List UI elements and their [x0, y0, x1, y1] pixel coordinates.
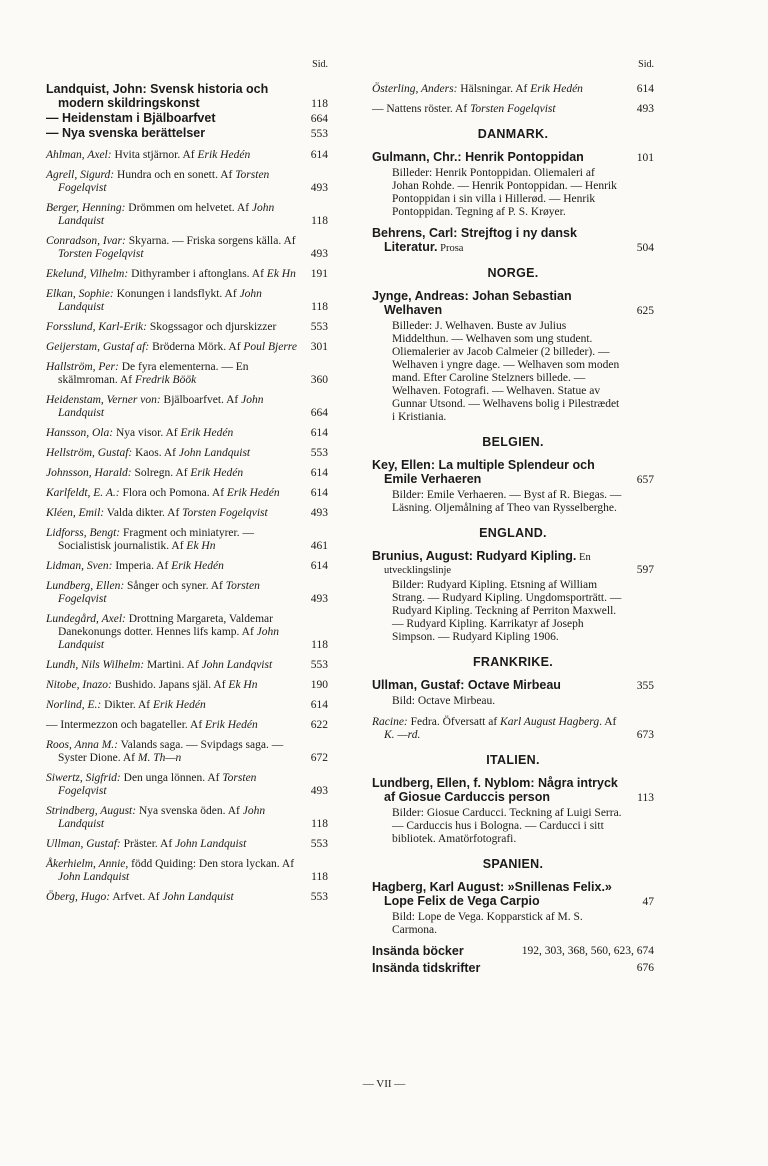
- index-entry: [46, 202, 328, 228]
- entry-page: 493: [310, 507, 328, 519]
- entry-title: De fyra elementerna. — En skälmroman. Af: [58, 361, 249, 386]
- frankrike-list: [372, 679, 654, 742]
- entry-title: Drömmen om helvetet. Af: [125, 202, 252, 214]
- entry-reviewer: Erik Hedén: [171, 560, 224, 572]
- index-entry: [46, 613, 328, 652]
- article-title: Octave Mirbeau: [464, 678, 561, 692]
- belgien-list: [372, 459, 654, 515]
- index-entry: [46, 467, 328, 480]
- entry-page: 553: [310, 659, 328, 671]
- index-entry: [46, 580, 328, 606]
- entry-page: 614: [310, 487, 328, 499]
- index-entry: [46, 838, 328, 851]
- index-entry: [46, 321, 328, 334]
- entry-reviewer: John Landquist: [58, 626, 280, 651]
- entry-author: Kléen, Emil:: [46, 507, 105, 519]
- entry-author: Hansson, Ola:: [46, 427, 114, 439]
- entry-page: 672: [310, 752, 328, 764]
- article-title: »Snillenas Felix.» Lope Felix de Vega Carpio: [384, 880, 612, 908]
- index-entry: [46, 805, 328, 831]
- entry-author: Karlfeldt, E. A.:: [46, 487, 120, 499]
- article-genre: Prosa: [437, 243, 464, 254]
- entry-title: Nya svenska öden. Af: [136, 805, 243, 817]
- index-entry: [46, 739, 328, 765]
- entry-title: Solregn. Af: [131, 467, 191, 479]
- entry-reviewer: Poul Bjerre: [243, 341, 297, 353]
- entry-title: Fedra. Öfversatt af: [407, 716, 501, 728]
- received-label: Insända tidskrifter: [372, 961, 481, 975]
- entry-page: 614: [310, 427, 328, 439]
- entry-reviewer: Torsten Fogelqvist: [470, 103, 556, 115]
- entry-page: 673: [636, 729, 654, 741]
- entry-page: 553: [310, 447, 328, 459]
- entry-author: Forsslund, Karl-Erik:: [46, 321, 147, 333]
- section-heading-spanien: SPANIEN.: [482, 857, 544, 871]
- index-entry: [46, 560, 328, 573]
- entry-title: — Nattens röster. Af: [372, 103, 471, 115]
- entry-author: Strindberg, August:: [46, 805, 137, 817]
- entry-reviewer: John Landquist: [58, 805, 266, 830]
- article-author: Hagberg, Karl August:: [372, 880, 505, 894]
- entry-title: Arfvet. Af: [110, 891, 163, 903]
- entry-page: 493: [310, 785, 328, 797]
- sid-label: Sid.: [312, 59, 328, 70]
- entry-page: 664: [310, 113, 328, 125]
- entry-reviewer: Fredrik Böök: [134, 374, 197, 386]
- article-author: Jynge, Andreas:: [372, 289, 469, 303]
- entry-reviewer: Torsten Fogelqvist: [58, 580, 260, 605]
- bottom-list: [372, 945, 654, 975]
- article-entry: [372, 881, 654, 937]
- entry-page: 493: [636, 103, 654, 115]
- entry-reviewer: Erik Hedén: [226, 487, 280, 499]
- received-entry: [372, 945, 654, 958]
- entry-reviewer: Ek Hn: [266, 268, 296, 280]
- entry-reviewer: Ek Hn: [228, 679, 258, 691]
- entry-reviewer: M. Th—n: [137, 752, 182, 764]
- article-title: La multiple Splendeur och Emile Verhaeren: [384, 458, 595, 486]
- entry-author: Ullman, Gustaf:: [46, 838, 121, 850]
- index-entry: [46, 772, 328, 798]
- section-heading-belgien: BELGIEN.: [482, 435, 544, 449]
- entry-page: 101: [636, 152, 654, 164]
- spanien-list: [372, 881, 654, 937]
- entry-author: Lundberg, Ellen:: [46, 580, 125, 592]
- entry-page: 360: [310, 374, 328, 386]
- entry-page: 118: [311, 818, 328, 830]
- entry-page: 191: [310, 268, 328, 280]
- entry-author: — Heidenstam i Bjälboarfvet: [46, 111, 216, 125]
- index-entry: [46, 447, 328, 460]
- entry-page: 614: [310, 149, 328, 161]
- entry-title: Hvita stjärnor. Af: [111, 149, 198, 161]
- entry-page: 597: [636, 564, 654, 576]
- entry-reviewer: Erik Hedén: [190, 467, 244, 479]
- entry-reviewer: Erik Hedén: [153, 699, 206, 711]
- entry-page: 461: [310, 540, 328, 552]
- entry-author: Landquist, John:: [46, 82, 147, 96]
- index-entry: [46, 127, 328, 141]
- entry-page: 493: [310, 182, 328, 194]
- entry-title: Drottning Margareta, Valdemar Danekonungs dotter. Hennes lifs kamp. Af: [58, 613, 273, 638]
- sid-label: Sid.: [638, 59, 654, 70]
- section-heading-norge: NORGE.: [487, 266, 539, 280]
- entry-page: 553: [310, 891, 328, 903]
- entry-page: 553: [310, 838, 328, 850]
- index-entry: [46, 659, 328, 672]
- entry-title: Konungen i landsflykt. Af: [113, 288, 240, 300]
- entry-title: Svensk historia och modern skildringskonst: [58, 82, 269, 110]
- entry-title: Bushido. Japans själ. Af: [111, 679, 229, 691]
- index-entry: [46, 699, 328, 712]
- index-entry: [372, 103, 654, 116]
- entry-page: 118: [311, 98, 328, 110]
- illustration-list: Bild: Octave Mirbeau.: [392, 695, 496, 707]
- article-author: Gulmann, Chr.:: [372, 150, 462, 164]
- entry-reviewer: Torsten Fogelqvist: [182, 507, 268, 519]
- entry-author: Roos, Anna M.:: [46, 739, 118, 751]
- entry-title: Valda dikter. Af: [104, 507, 183, 519]
- entry-page: 190: [310, 679, 328, 691]
- left-entry-list: [46, 83, 328, 904]
- entry-reviewer: John Landquist: [58, 871, 130, 883]
- danmark-list: [372, 151, 654, 255]
- article-entry: [372, 459, 654, 515]
- norge-list: [372, 290, 654, 424]
- entry-title: Fragment och miniatyrer. — Socialistisk journalistik. Af: [58, 527, 254, 552]
- entry-author: Siwertz, Sigfrid:: [46, 772, 121, 784]
- article-title: Några intryck af Giosue Carduccis person: [384, 776, 618, 804]
- section-heading-italien: ITALIEN.: [486, 753, 540, 767]
- entry-reviewer: John Landquist: [58, 394, 264, 419]
- england-list: [372, 550, 654, 644]
- entry-title: Den unga lönnen. Af: [120, 772, 223, 784]
- entry-reviewer: Torsten Fogelqvist: [58, 772, 257, 797]
- illustration-list: Bilder: Emile Verhaeren. — Byst af R. Biegas. — Läsning. Oljemålning af Theo van Rysselberghe.: [392, 489, 622, 514]
- index-entry: [46, 891, 328, 904]
- entry-reviewer: John Landquist: [58, 288, 262, 313]
- article-title: Henrik Pontoppidan: [461, 150, 584, 164]
- article-author: Lundberg, Ellen, f. Nyblom:: [372, 776, 535, 790]
- page-number-footer: — VII —: [362, 1078, 406, 1090]
- article-entry: [372, 777, 654, 846]
- entry-title: Imperia. Af: [112, 560, 172, 572]
- entry-author: Norlind, E.:: [46, 699, 102, 711]
- entry-title: Sånger och syner. Af: [124, 580, 226, 592]
- entry-author: Elkan, Sophie:: [46, 288, 114, 300]
- entry-author: Lidforss, Bengt:: [46, 527, 121, 539]
- entry-author: Geijerstam, Gustaf af:: [46, 341, 150, 353]
- entry-reviewer: Erik Hedén: [205, 719, 258, 731]
- entry-reviewer: Erik Hedén: [180, 427, 234, 439]
- index-entry: [46, 112, 328, 126]
- received-pages: 676: [636, 962, 654, 974]
- entry-reviewer: Torsten Fogelqvist: [58, 169, 270, 194]
- index-entry: [46, 507, 328, 520]
- right-column: [372, 58, 654, 979]
- index-entry: [46, 679, 328, 692]
- entry-author: Nitobe, Inazo:: [46, 679, 112, 691]
- entry-page: 622: [310, 719, 328, 731]
- entry-author: Lundh, Nils Wilhelm:: [46, 659, 145, 671]
- entry-author: Berger, Henning:: [46, 202, 126, 214]
- section-heading-frankrike: FRANKRIKE.: [472, 655, 554, 669]
- italien-list: [372, 777, 654, 846]
- entry-title: född Quiding: Den stora lyckan. Af: [128, 858, 295, 870]
- entry-page: 47: [642, 896, 654, 908]
- article-author: Behrens, Carl:: [372, 226, 458, 240]
- received-label: Insända böcker: [372, 944, 464, 958]
- entry-author: Agrell, Sigurd:: [46, 169, 115, 181]
- entry-author: Lidman, Sven:: [46, 560, 113, 572]
- left-column: [46, 58, 328, 911]
- entry-title: Hälsningar. Af: [457, 83, 531, 95]
- illustration-list: Bilder: Giosue Carducci. Teckning af Luigi Serra. — Carduccis hus i Bologna. — Carducci i sitt bibliotek. Amatörfotografi.: [392, 807, 622, 845]
- article-title: Johan Sebastian Welhaven: [384, 289, 572, 317]
- entry-page: 118: [311, 215, 328, 227]
- entry-title: Dikter. Af: [101, 699, 154, 711]
- entry-page: 355: [636, 680, 654, 692]
- entry-author: Öberg, Hugo:: [46, 891, 111, 903]
- entry-author: Johnsson, Harald:: [46, 467, 132, 479]
- entry-page: 493: [310, 593, 328, 605]
- article-title: Rudyard Kipling.: [472, 549, 577, 563]
- article-entry: [372, 716, 654, 742]
- entry-page: 118: [311, 639, 328, 651]
- index-entry: [46, 149, 328, 162]
- entry-reviewer: Erik Hedén: [530, 83, 583, 95]
- entry-author: Lundegård, Axel:: [46, 613, 126, 625]
- section-heading-england: ENGLAND.: [479, 526, 547, 540]
- illustration-list: Bild: Lope de Vega. Kopparstick af M. S. Carmona.: [392, 911, 583, 936]
- index-entry: [46, 268, 328, 281]
- entry-page: 553: [310, 321, 328, 333]
- entry-translator: Karl August Hagberg: [500, 716, 600, 728]
- index-entry: [372, 83, 654, 96]
- index-entry: [46, 487, 328, 500]
- entry-reviewer: Erik Hedén: [197, 149, 251, 161]
- entry-title: Präster. Af: [120, 838, 176, 850]
- index-entry: [46, 235, 328, 261]
- entry-page: 664: [310, 407, 328, 419]
- article-author: Brunius, August:: [372, 549, 473, 563]
- illustration-list: Billeder: Henrik Pontoppidan. Oliemaleri af Johan Rohde. — Henrik Pontoppidan. — Henrik Pontoppidan i sin villa i Hillerød. — Henrik Pontoppidan. Tegning af P. S. Krøyer.: [392, 167, 617, 218]
- entry-author: Racine:: [372, 716, 408, 728]
- index-entry: [46, 858, 328, 884]
- entry-reviewer: John Landquist: [175, 838, 247, 850]
- entry-title: Nya visor. Af: [113, 427, 181, 439]
- entry-title: Martini. Af: [144, 659, 202, 671]
- entry-reviewer: John Landqvist: [201, 659, 273, 671]
- index-entry: [46, 527, 328, 553]
- entry-page: 118: [311, 871, 328, 883]
- entry-author: Hallström, Per:: [46, 361, 119, 373]
- entry-title: Skogssagor och djurskizzer: [146, 321, 277, 333]
- entry-reviewer: Torsten Fogelqvist: [58, 248, 144, 260]
- entry-page: 625: [636, 305, 654, 317]
- entry-page: 614: [310, 467, 328, 479]
- entry-reviewer: K. —rd.: [384, 729, 421, 741]
- article-entry: [372, 679, 654, 708]
- index-entry: [46, 169, 328, 195]
- entry-title: Bjälboarfvet. Af: [160, 394, 242, 406]
- right-entry-list: [372, 83, 654, 116]
- entry-title: Valands saga. — Svipdags saga. — Syster Dione. Af: [58, 739, 284, 764]
- index-entry: [46, 361, 328, 387]
- article-entry: [372, 290, 654, 424]
- entry-page: 493: [310, 248, 328, 260]
- entry-title: Skyarna. — Friska sorgens källa. Af: [125, 235, 296, 247]
- entry-reviewer: John Landquist: [162, 891, 234, 903]
- illustration-list: Billeder: J. Welhaven. Buste av Julius Middelthun. — Welhaven som ung student. Oliemalerier av Jacob Calmeier (2 billeder). — Welhaven i yngre dage. — Welhaven som moden mand. Efter Caroline Stelzners billede. — Welhaven. Fotografi. — Welhaven. Statue av Gunnar Utsond. — Welhavens bolig i Pilestrædet i Kristiania.: [392, 320, 620, 423]
- entry-author: Åkerhielm, Annie,: [46, 858, 129, 870]
- illustration-list: Bilder: Rudyard Kipling. Etsning af William Strang. — Rudyard Kipling. Ungdomsporträtt. — Rudyard Kipling. Teckning af Perriton Maxwell. — Rudyard Kipling. Karrikatyr af Joseph Simpson. — Rudyard Kipling 1906.: [392, 579, 622, 643]
- article-entry: [372, 151, 654, 219]
- entry-author: Conradson, Ivar:: [46, 235, 126, 247]
- entry-page: 118: [311, 301, 328, 313]
- index-entry: [46, 427, 328, 440]
- index-entry: [46, 83, 328, 111]
- section-heading-danmark: DANMARK.: [477, 127, 549, 141]
- entry-reviewer: John Landquist: [58, 202, 275, 227]
- article-title: Strejftog i ny dansk Literatur.: [384, 226, 577, 254]
- entry-reviewer: Ek Hn: [186, 540, 216, 552]
- entry-title: Flora och Pomona. Af: [119, 487, 227, 499]
- index-entry: [46, 341, 328, 354]
- entry-page: 657: [636, 474, 654, 486]
- entry-sep: . Af: [599, 716, 617, 728]
- article-author: Key, Ellen:: [372, 458, 435, 472]
- entry-author: Hellström, Gustaf:: [46, 447, 133, 459]
- received-pages: 192, 303, 368, 560, 623, 674: [521, 945, 654, 957]
- entry-title: Dithyramber i aftonglans. Af: [128, 268, 267, 280]
- article-entry: [372, 550, 654, 644]
- index-entry: [46, 394, 328, 420]
- entry-page: 614: [310, 560, 328, 572]
- entry-page: 113: [637, 792, 654, 804]
- entry-author: Heidenstam, Verner von:: [46, 394, 161, 406]
- article-genre: En utvecklingslinje: [384, 552, 591, 576]
- entry-title: — Intermezzon och bagateller. Af: [46, 719, 206, 731]
- entry-page: 614: [310, 699, 328, 711]
- entry-page: 301: [310, 341, 328, 353]
- index-entry: [46, 719, 328, 732]
- entry-author: Ekelund, Vilhelm:: [46, 268, 129, 280]
- entry-title: Bröderna Mörk. Af: [149, 341, 244, 353]
- entry-page: 614: [636, 83, 654, 95]
- article-author: Ullman, Gustaf:: [372, 678, 465, 692]
- entry-author: Österling, Anders:: [372, 83, 458, 95]
- entry-page: 553: [310, 128, 328, 140]
- entry-title: Hundra och en sonett. Af: [114, 169, 236, 181]
- entry-title: Kaos. Af: [132, 447, 179, 459]
- entry-author: Ahlman, Axel:: [46, 149, 112, 161]
- entry-reviewer: John Landquist: [178, 447, 251, 459]
- received-entry: [372, 962, 654, 975]
- entry-page: 504: [636, 242, 654, 254]
- entry-author: — Nya svenska berättelser: [46, 126, 206, 140]
- article-entry: [372, 227, 654, 255]
- index-entry: [46, 288, 328, 314]
